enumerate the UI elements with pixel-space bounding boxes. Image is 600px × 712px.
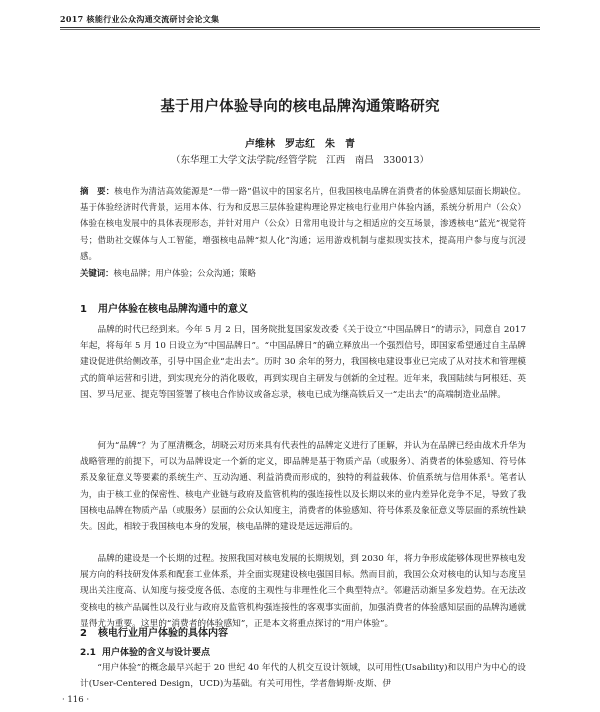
body-paragraph: 品牌的时代已经到来。今年 5 月 2 日，国务院批复国家发改委《关于设立“中国品牌日”的请示》，同意自 2017 年起，将每年 5 月 10 日设立为“中国品牌日”。“中国品牌日”的确立释放出一个强烈信号，即国家希望通过自主品牌建设促进供给侧改革，引导中国企业“走出去”。历时 30 余年的努力，我国核电建设事业已完成了从对技术和管理模式的简单运营和引进，到实现充分的消化吸收，再到实现自主研发与创新的全过程。近年来，我国陆续与阿根廷、英国、罗马尼亚、提克等国签署了核电合作协议或备忘录，核电已成为继高铁后又一“走出去”的高端制造业品牌。 <box>80 325 526 400</box>
body-paragraph: “用户体验”的概念最早兴起于 20 世纪 40 年代的人机交互设计领域，以可用性(Usability)和以用户为中心的设计(User-Centered Design，UCD)为基础。有关可用性，学者詹姆斯·皮斯、伊 <box>80 663 526 690</box>
subsection-title: 用户体验的含义与设计要点 <box>102 648 211 658</box>
section-number: 1 <box>80 304 87 315</box>
running-header: 2017 核能行业公众沟通交流研讨会论文集 <box>60 14 220 24</box>
keywords <box>80 266 526 281</box>
section-title: 用户体验在核电品牌沟通中的意义 <box>98 304 248 315</box>
header-rule-thin <box>60 29 540 30</box>
keywords-text: 核电品牌；用户体验；公众沟通；策略 <box>113 268 256 278</box>
section-heading <box>80 624 228 639</box>
header-rule <box>60 27 540 28</box>
body-paragraph: 品牌的建设是一个长期的过程。按照我国对核电发展的长期规划，到 2030 年，将力争形成能够体现世界核电发展方向的科技研发体系和配套工业体系，并全面实现建设核电强国目标。然而目前，我国公众对核电的认知与态度呈现出关注度高、认知度与接受度各低、态度的主观性与非理性化三个典型特点²。邻避活动渐呈多发趋势。在无法改变核电的核产品属性以及行业与政府及监管机构强连接性的客观事实面前，加强消费者的体验感知层面的品牌沟通就显得尤为重要。这里的“消费者的体验感知”，正是本文将重点探讨的“用户体验”。 <box>80 554 526 629</box>
body-paragraph: 何为“品牌”？为了厘清概念，胡晓云对历来具有代表性的品牌定义进行了匪解，并认为在品牌已经由战术升华为战略管理的前提下，可以为品牌设定一个新的定义，即品牌是基于物质产品（或服务）、消费者的体验感知、符号体系及象征意义等要素的系统生产、互动沟通、利益消费而形成的，独特的利益载体、价值系统与信用体系¹。笔者认为，由于核工业的保密性、核电产业链与政府及监管机构的强连接性以及长期以来的业内差异化竞争不足，导致了我国核电品牌在物质产品（或服务）层面的公众认知度主，消费者的体验感知、符号体系及象征意义等层面的系统性缺失。因此，相较于我国核电本身的发展，核电品牌的建设是远远滞后的。 <box>80 441 526 533</box>
section-heading <box>80 300 248 315</box>
paper-authors: 卢维林 罗志红 朱 青 <box>245 139 355 150</box>
keywords-label: 关键词： <box>80 268 114 278</box>
section-number: 2 <box>80 628 87 639</box>
section-title: 核电行业用户体验的具体内容 <box>98 628 228 639</box>
paper-title: 基于用户体验导向的核电品牌沟通策略研究 <box>160 99 440 115</box>
page-number: · 116 · <box>62 695 90 705</box>
abstract <box>80 183 526 264</box>
subsection-number: 2.1 <box>80 648 96 658</box>
paper-affiliation: （东华理工大学文法学院/经管学院 江西 南昌 330013） <box>171 155 429 166</box>
subsection-heading <box>80 645 210 658</box>
abstract-label: 摘 要： <box>80 186 115 196</box>
abstract-text: 核电作为清洁高效能源是“一带一路”倡议中的国家名片，但我国核电品牌在消费者的体验感知层面长期缺位。基于体验经济时代背景，运用本体、行为和反思三层体验建构理论界定核电行业用户体验内涵，系统分析用户（公众）体验在核电发展中的具体表现形态，并针对用户（公众）日常用电设计与之相适应的交互场景，渗透核电“蓝光”视觉符号；借助社交媒体与人工智能，增强核电品牌“拟人化”沟通；运用游戏机制与虚拟现实技术，提高用户参与度与沉浸感。 <box>80 186 526 261</box>
